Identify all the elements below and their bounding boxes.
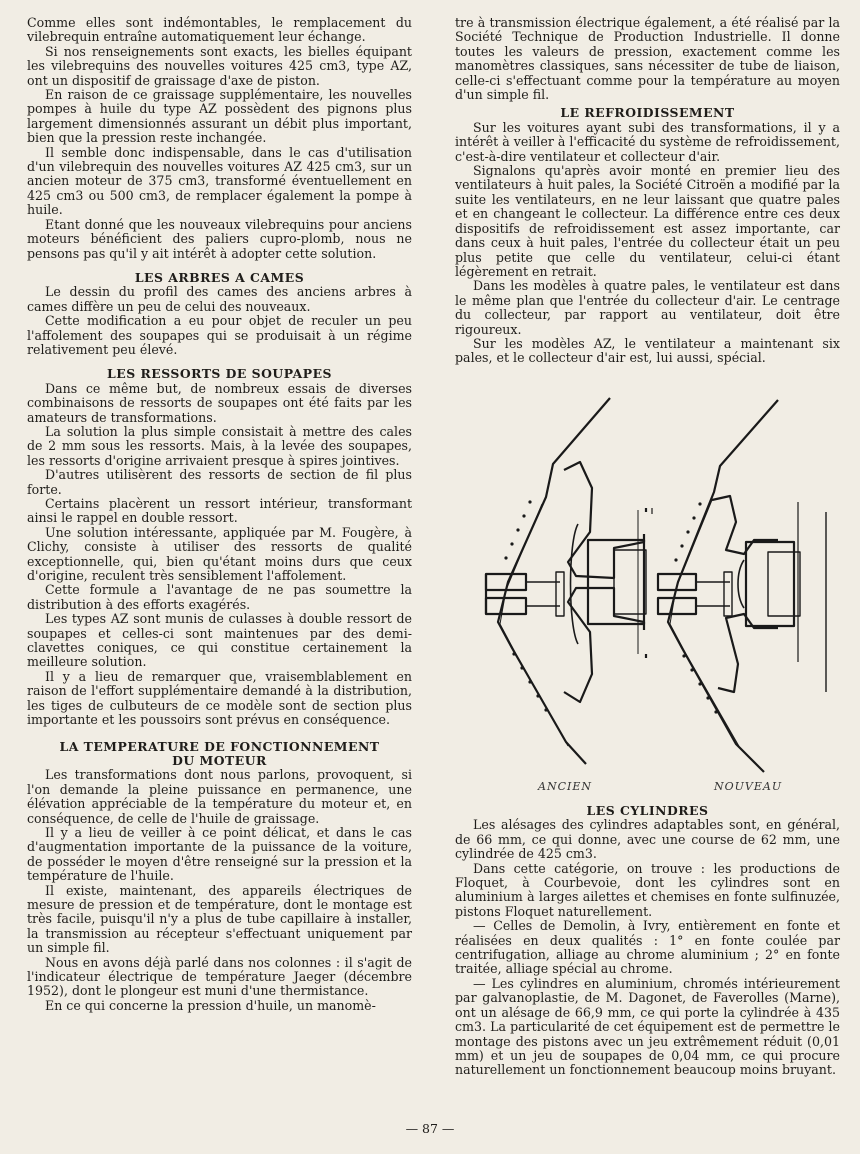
paragraph: Le dessin du profil des cames des anciens arbres à cames diffère un peu de celui des nouveaux. [27, 284, 412, 314]
section-heading-refroidissement: LE REFROIDISSEMENT [560, 105, 735, 121]
paragraph: — Les cylindres en aluminium, chromés intérieurement par galvanoplastie, de M. Dagonet, de Faverolles (Marne), ont un alésage de 66,9 mm, ce qui porte la cylindrée à 435 cm3. La particularité de cet équipement est de permettre le montage des pistons avec un jeu extrêmement réduit (0,01 mm) et un jeu de soupapes de 0,04 mm, ce qui procure naturellement un fonctionnement beaucoup moins bruyant. [455, 975, 840, 1078]
fan-diagram-figure [468, 392, 840, 794]
section-heading-ressorts: LES RESSORTS DE SOUPAPES [107, 366, 332, 382]
paragraph: Signalons qu'après avoir monté en premier lieu des ventilateurs à huit pales, la Société Citroën a modifié par la suite les ventilateurs, en ne leur laissant que quatre pales et en changeant le collecteur. La différence entre ces deux dispositifs de refroidissement est assez importante, car dans ceux à huit pales, l'entrée du collecteur était un peu plus petite que celle du ventilateur, celui-ci étant légèrement en retrait. [455, 163, 840, 279]
right-column [455, 16, 840, 366]
page-number: — 87 — [405, 1121, 455, 1136]
paragraph: Dans ce même but, de nombreux essais de diverses combinaisons de ressorts de soupapes ont été faits par les amateurs de transformations. [27, 380, 412, 425]
section-heading-arbres: LES ARBRES A CAMES [134, 269, 305, 285]
fan-assembly-ancien [486, 398, 646, 764]
section-heading-temperature-line2: DU MOTEUR [172, 752, 267, 768]
paragraph: Les alésages des cylindres adaptables sont, en général, de 66 mm, ce qui donne, avec une course de 62 mm, une cylindrée de 425 cm3. [455, 817, 840, 862]
paragraph: Si nos renseignements sont exacts, les bielles équipant les vilebrequins des nouvelles voitures 425 cm3, type AZ, ont un dispositif de graissage d'axe de piston. [27, 43, 412, 88]
paragraph: Les transformations dont nous parlons, provoquent, si l'on demande la pleine puissance en permanence, une élévation appréciable de la température du moteur et, en conséquence, de celle de l'huile de graissage. [27, 767, 412, 826]
paragraph: Cette formule a l'avantage de ne pas soumettre la distribution à des efforts exagérés. [27, 582, 412, 612]
paragraph: Il y a lieu de remarquer que, vraisemblablement en raison de l'effort supplémentaire demandé à la distribution, les tiges de culbuteurs de ce modèle sont de section plus importante et les poussoirs sont prévus en conséquence. [27, 668, 412, 728]
paragraph: D'autres utilisèrent des ressorts de section de fil plus forte. [27, 467, 412, 497]
paragraph: Certains placèrent un ressort intérieur, transformant ainsi le rappel en double ressort. [27, 496, 412, 526]
paragraph: Sur les voitures ayant subi des transformations, il y a intérêt à veiller à l'efficacité du système de refroidissement, c'est-à-dire ventilateur et collecteur d'air. [455, 119, 840, 164]
paragraph: Etant donné que les nouveaux vilebrequins pour anciens moteurs bénéficient des paliers cupro-plomb, nous ne pensons pas qu'il y ait intérêt à adopter cette solution. [27, 216, 412, 261]
paragraph: Dans cette catégorie, on trouve : les productions de Floquet, à Courbevoie, dont les cylindres sont en aluminium à larges ailettes et chemises en fonte sulfinuzée, pistons Floquet naturellement. [455, 860, 840, 919]
left-column [27, 16, 412, 1013]
paragraph: Il semble donc indispensable, dans le cas d'utilisation d'un vilebrequin des nouvelles voitures AZ 425 cm3, sur un ancien moteur de 375 cm3, transformé éventuellement en 425 cm3 ou 500 cm3, de remplacer également la pompe à huile. [27, 144, 412, 218]
caption-nouveau: NOUVEAU [714, 780, 783, 793]
paragraph: En raison de ce graissage supplémentaire, les nouvelles pompes à huile du type AZ possèdent des pignons plus largement dimensionnés assurant un débit plus important, bien que la pression reste inchangée. [27, 87, 412, 146]
paragraph: En ce qui concerne la pression d'huile, un manomè- [45, 997, 376, 1013]
right-column-lower [455, 804, 840, 1078]
fan-assembly-nouveau [658, 400, 826, 772]
paragraph: Il y a lieu de veiller à ce point délicat, et dans le cas d'augmentation importante de la puissance de la voiture, de posséder le moyen d'être renseigné sur la pression et la température de l'huile. [27, 824, 412, 884]
paragraph: Comme elles sont indémontables, le remplacement du vilebrequin entraîne automatiquement leur échange. [27, 15, 412, 45]
paragraph: Sur les modèles AZ, le ventilateur a maintenant six pales, et le collecteur d'air est, lui aussi, spécial. [455, 335, 840, 366]
paragraph: Il existe, maintenant, des appareils électriques de mesure de pression et de température, dont le montage est très facile, puisqu'il n'y a plus de tube capillaire à installer, la transmission au récepteur s'effectuant uniquement par un simple fil. [27, 882, 412, 956]
paragraph: La solution la plus simple consistait à mettre des cales de 2 mm sous les ressorts. Mais, à la levée des soupapes, les ressorts d'origine arrivaient presque à spires jointives. [27, 423, 412, 468]
paragraph: tre à transmission électrique également, a été réalisé par la Société Technique de Production Industrielle. Il donne toutes les valeurs de pression, exactement comme les manomètres classiques, sans nécessiter de tube de liaison, celle-ci s'effectuant comme pour la température au moyen d'un simple fil. [455, 15, 840, 103]
paragraph: Cette modification a eu pour objet de reculer un peu l'affolement des soupapes qui se produisait à un régime relativement peu élevé. [27, 313, 412, 357]
paragraph: Les types AZ sont munis de culasses à double ressort de soupapes et celles-ci sont maintenues par des demi-clavettes coniques, ce qui constitue certainement la meilleure solution. [27, 611, 412, 670]
paragraph: — Celles de Demolin, à Ivry, entièrement en fonte et réalisées en deux qualités : 1° en fonte coulée par centrifugation, alliage au chrome aluminium ; 2° en fonte traitée, alliage spécial au chrome. [455, 918, 840, 977]
paragraph: Une solution intéressante, appliquée par M. Fougère, à Clichy, consiste à utiliser des ressorts de qualité exceptionnelle, qui, bien qu'étant moins durs que ceux d'origine, reculent très sensiblement l'affolement. [27, 524, 412, 584]
fan-diagram [468, 392, 840, 794]
section-heading-cylindres: LES CYLINDRES [586, 803, 709, 818]
caption-ancien: ANCIEN [538, 780, 592, 793]
paragraph: Dans les modèles à quatre pales, le ventilateur est dans le même plan que l'entrée du collecteur d'air. Le centrage du collecteur, par rapport au ventilateur, doit être rigoureux. [455, 278, 840, 337]
paragraph: Nous en avons déjà parlé dans nos colonnes : il s'agit de l'indicateur électrique de température Jaeger (décembre 1952), dont le plongeur est muni d'une thermistance. [27, 954, 412, 999]
section-heading-temperature: LA TEMPERATURE DE FONCTIONNEMENT [59, 738, 380, 754]
